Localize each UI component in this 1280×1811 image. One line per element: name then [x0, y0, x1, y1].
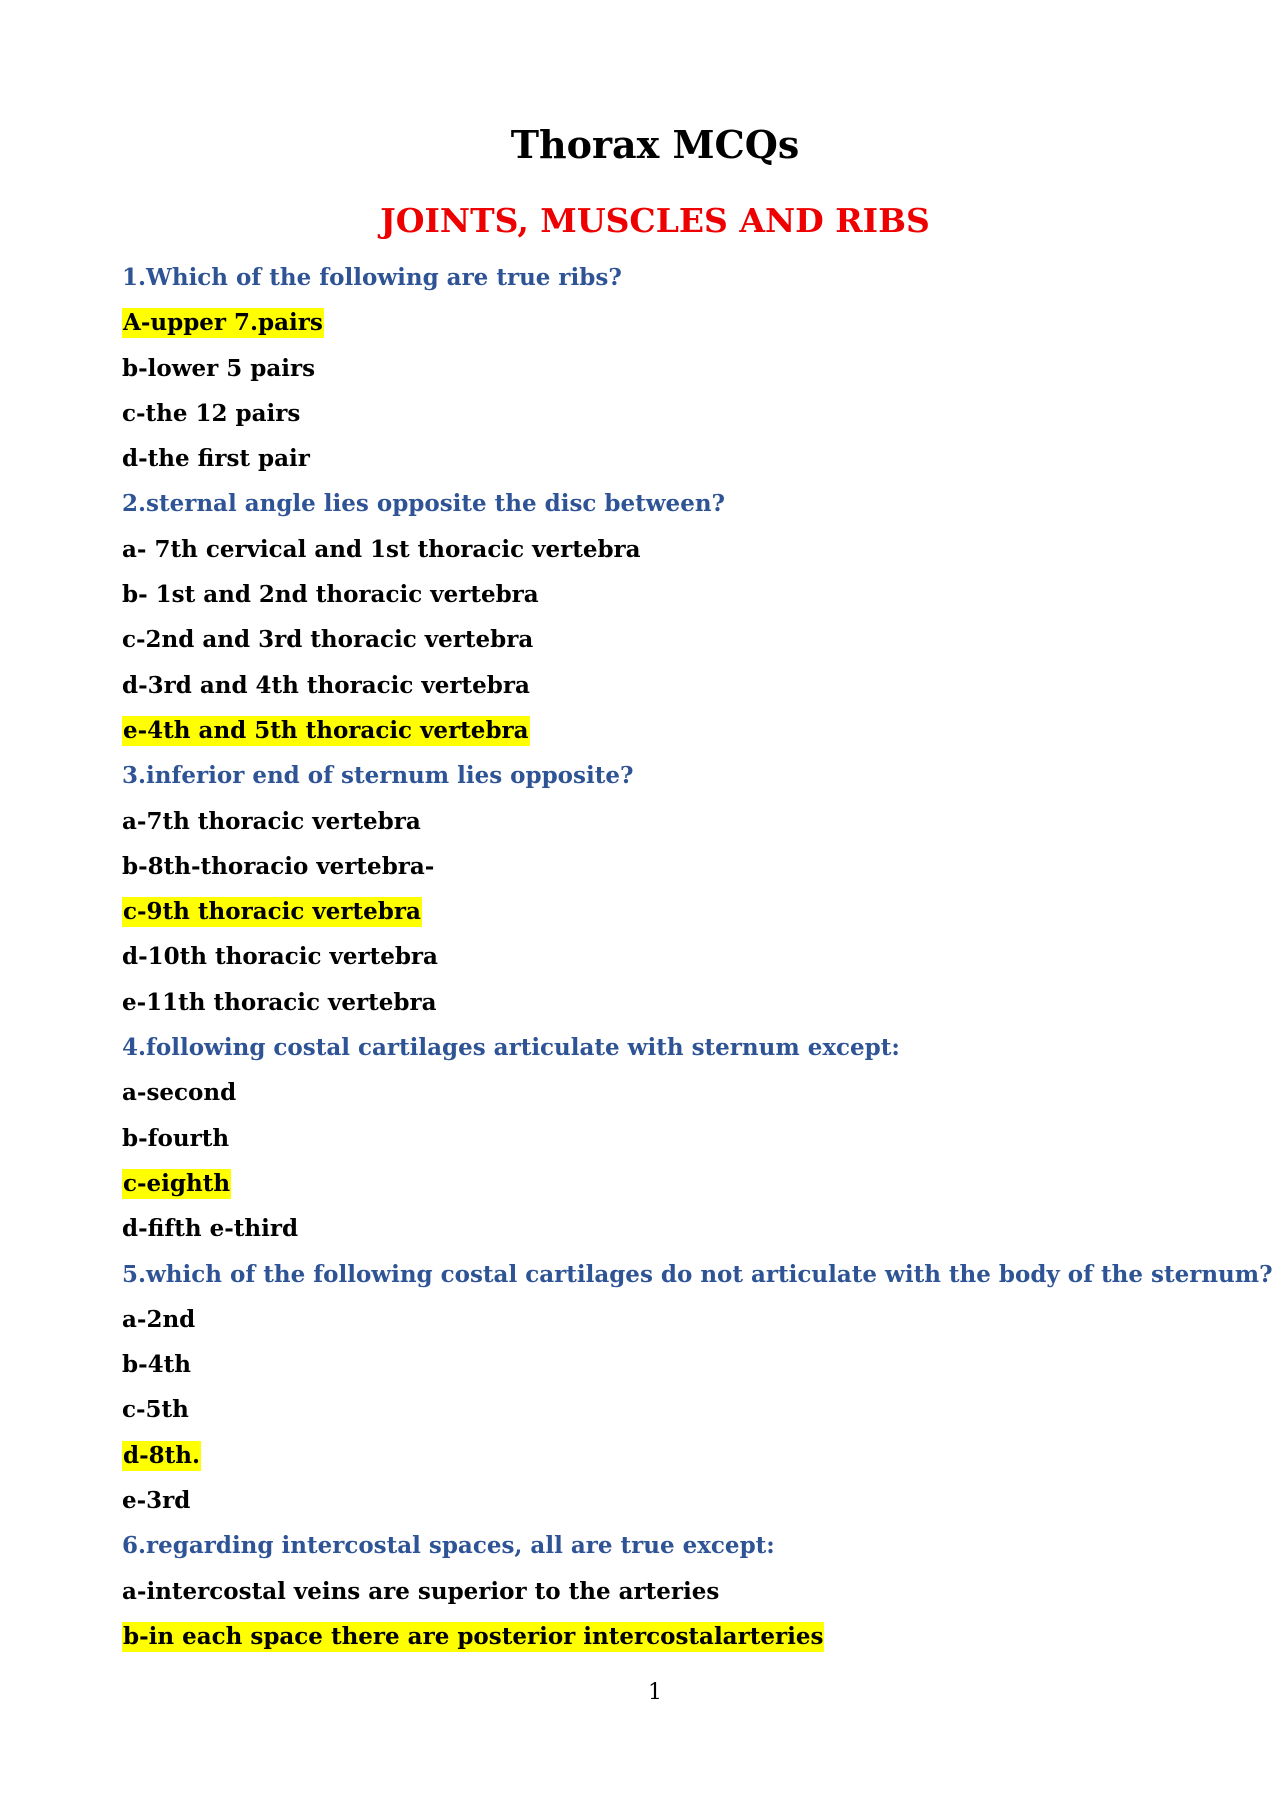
answer-option: c-2nd and 3rd thoracic vertebra: [122, 626, 534, 654]
option-line: [122, 1306, 1222, 1351]
option-line: [122, 1125, 1222, 1170]
answer-option-line: [122, 1170, 1222, 1215]
option-line: [122, 853, 1222, 898]
option-line: [122, 355, 1222, 400]
answer-option: d-fifth e-third: [122, 1215, 299, 1243]
option-line: [122, 989, 1222, 1034]
correct-answer-option: c-eighth: [123, 1169, 231, 1197]
correct-answer-option: c-9th thoracic vertebra: [123, 898, 421, 926]
answer-option: a-intercostal veins are superior to the arteries: [122, 1577, 720, 1605]
answer-option: b-lower 5 pairs: [122, 354, 316, 382]
answer-option: a-second: [122, 1079, 237, 1107]
document-title: Thorax MCQs: [510, 122, 800, 167]
answer-option: b-fourth: [122, 1124, 230, 1152]
correct-answer-option: A-upper 7.pairs: [123, 309, 323, 337]
answer-option: e-3rd: [122, 1487, 191, 1515]
option-line: [122, 672, 1222, 717]
answer-option-line: [122, 309, 1222, 354]
answer-option: a-2nd: [122, 1305, 196, 1333]
answer-option: a- 7th cervical and 1st thoracic vertebra: [122, 535, 641, 563]
mcq-list: [122, 264, 1273, 1668]
answer-option: d-the first pair: [122, 445, 310, 473]
question-text: 1.Which of the following are true ribs?: [122, 264, 622, 291]
option-line: [122, 1351, 1222, 1396]
option-line: [122, 1578, 1222, 1623]
answer-option-line: [122, 1442, 1222, 1487]
answer-option: b-8th-thoracio vertebra-: [122, 852, 435, 880]
option-line: [122, 1215, 1222, 1260]
question-text: 4.following costal cartilages articulate with sternum except:: [122, 1034, 900, 1062]
answer-option: c-5th: [122, 1396, 189, 1424]
answer-option: b- 1st and 2nd thoracic vertebra: [122, 581, 539, 609]
option-line: [122, 626, 1222, 671]
correct-answer-option: b-in each space there are posterior intercostalarteries: [123, 1622, 824, 1650]
answer-option-line: [122, 898, 1222, 943]
answer-option-line: [122, 717, 1222, 762]
option-line: [122, 943, 1222, 988]
correct-answer-option: d-8th.: [123, 1441, 200, 1469]
option-line: [122, 581, 1222, 626]
option-line: [122, 808, 1222, 853]
option-line: [122, 1487, 1222, 1532]
correct-answer-option: e-4th and 5th thoracic vertebra: [123, 716, 529, 744]
answer-option: a-7th thoracic vertebra: [122, 807, 421, 835]
answer-option: d-10th thoracic vertebra: [122, 943, 438, 971]
option-line: [122, 1079, 1222, 1124]
page-number: 1: [648, 1680, 662, 1705]
question-text: 3.inferior end of sternum lies opposite?: [122, 762, 634, 790]
section-heading: JOINTS, MUSCLES AND RIBS: [380, 201, 930, 240]
option-line: [122, 445, 1222, 490]
question-text: 5.which of the following costal cartilages do not articulate with the body of the sternum?: [122, 1260, 1273, 1288]
option-line: [122, 536, 1222, 581]
answer-option: c-the 12 pairs: [122, 399, 301, 427]
answer-option: e-11th thoracic vertebra: [122, 988, 437, 1016]
question-text: 6.regarding intercostal spaces, all are true except:: [122, 1532, 775, 1560]
question-text: 2.sternal angle lies opposite the disc between?: [122, 490, 726, 518]
answer-option: b-4th: [122, 1351, 191, 1379]
option-line: [122, 1396, 1222, 1441]
answer-option-line: [122, 1623, 1222, 1668]
answer-option: d-3rd and 4th thoracic vertebra: [122, 671, 530, 699]
option-line: [122, 400, 1222, 445]
